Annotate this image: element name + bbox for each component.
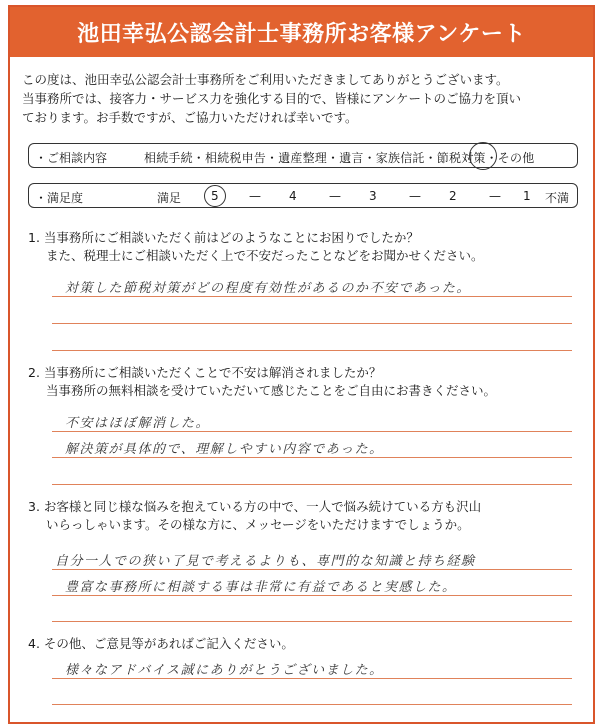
- survey-title: 池田幸弘公認会計士事務所お客様アンケート: [77, 21, 526, 47]
- answer-line: [52, 484, 572, 485]
- scale-4: 4: [289, 189, 297, 203]
- intro-line: 当事務所では、接客力・サービス力を強化する目的で、皆様にアンケートのご協力を頂い: [22, 91, 522, 106]
- consult-label: ・ご相談内容: [35, 151, 108, 165]
- answer-line: [52, 457, 572, 458]
- question-3-line: いらっしゃいます。その様な方に、メッセージをいただけますでしょうか。: [46, 517, 470, 532]
- answer-3-text: 豊富な事務所に相談する事は非常に有益であると実感した。: [65, 580, 457, 595]
- answer-line: [52, 296, 572, 297]
- scale-dash: —: [249, 189, 261, 203]
- question-3: [28, 498, 481, 534]
- answer-line: [52, 595, 572, 596]
- question-2: [28, 364, 496, 400]
- survey-sheet: [8, 5, 595, 724]
- answer-3-text: 自分一人での狭い了見で考えるよりも、専門的な知識と持ち経験: [55, 554, 476, 569]
- intro-line: ております。お手数ですが、ご協力いただければ幸いです。: [22, 110, 358, 125]
- scale-dash: —: [329, 189, 341, 203]
- answer-line: [52, 431, 572, 432]
- title-bar: [10, 7, 593, 57]
- scale-1: 1: [523, 189, 531, 203]
- question-2-line: 2. 当事務所にご相談いただくことで不安は解消されましたか？: [28, 365, 382, 380]
- consult-options: 相続手続・相続税申告・遺産整理・遺言・家族信託・節税対策・その他: [144, 151, 535, 165]
- question-1: [28, 229, 484, 265]
- consult-content-box: [28, 143, 578, 168]
- question-2-line: 当事務所の無料相談を受けていただいて感じたことをご自由にお書きください。: [46, 383, 497, 398]
- answer-4-text: 様々なアドバイス誠にありがとうございました。: [65, 663, 384, 678]
- selected-score-circle: [204, 185, 226, 207]
- answer-line: [52, 621, 572, 622]
- answer-line: [52, 704, 572, 705]
- question-1-line: 1. 当事務所にご相談いただく前はどのようなことにお困りでしたか？: [28, 230, 419, 245]
- scale-dash: —: [489, 189, 501, 203]
- answer-line: [52, 569, 572, 570]
- satisfied-label: 満足: [157, 191, 182, 205]
- satisfaction-box: [28, 183, 578, 208]
- question-4-line: 4. その他、ご意見等があればご記入ください。: [28, 636, 294, 651]
- question-4: [28, 635, 294, 653]
- scale-2: 2: [449, 189, 457, 203]
- question-3-line: 3. お客様と同じ様な悩みを抱えている方の中で、一人で悩み続けている方も沢山: [28, 499, 482, 514]
- unsatisfied-label: 不満: [545, 191, 570, 205]
- selected-option-circle: [469, 142, 497, 170]
- intro-line: この度は、池田幸弘公認会計士事務所をご利用いただきましてありがとうございます。: [22, 72, 509, 87]
- scale-dash: —: [409, 189, 421, 203]
- answer-2-text: 解決策が具体的で、理解しやすい内容であった。: [65, 442, 384, 457]
- answer-line: [52, 323, 572, 324]
- scale-5: 5: [211, 189, 219, 203]
- satisfaction-label: ・満足度: [35, 191, 84, 205]
- answer-1-text: 対策した節税対策がどの程度有効性があるのか不安であった。: [65, 281, 471, 296]
- scale-3: 3: [369, 189, 377, 203]
- intro-text: [22, 70, 582, 127]
- answer-2-text: 不安はほぼ解消した。: [65, 416, 211, 431]
- question-1-line: また、税理士にご相談いただく上で不安だったことなどをお聞かせください。: [46, 248, 484, 263]
- answer-line: [52, 350, 572, 351]
- answer-line: [52, 678, 572, 679]
